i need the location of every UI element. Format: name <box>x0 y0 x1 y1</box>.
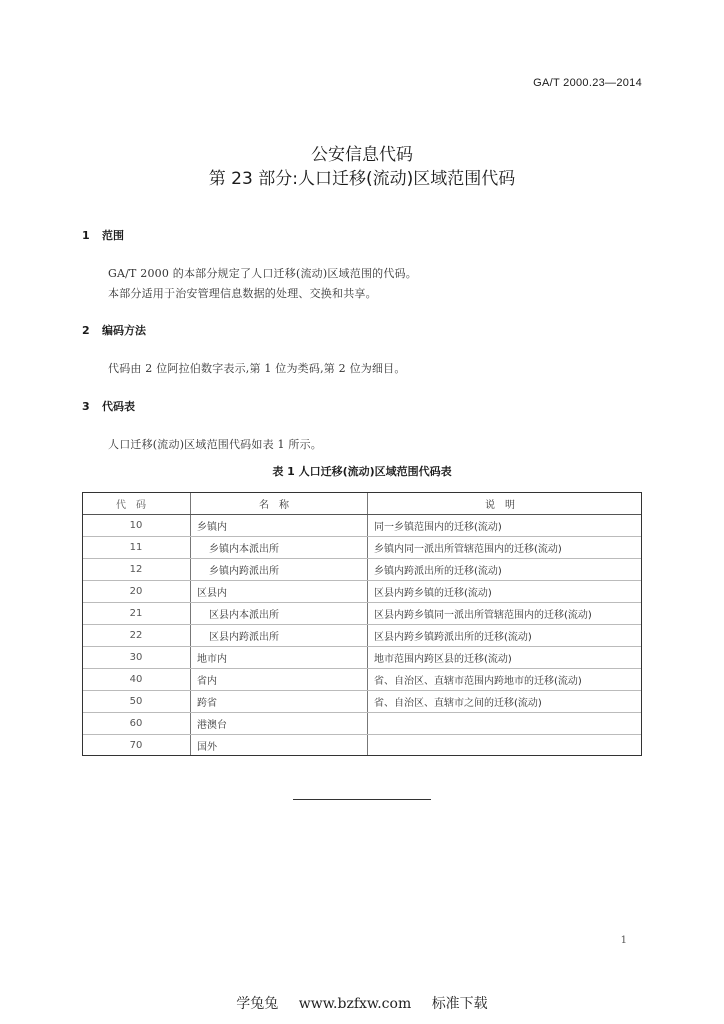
table-row <box>82 603 642 625</box>
cell-code: 22 <box>82 625 191 647</box>
cell-description <box>368 735 643 757</box>
paragraph: 人口迁移(流动)区域范围代码如表 1 所示。 <box>108 438 322 451</box>
cell-description: 乡镇内跨派出所的迁移(流动) <box>368 559 643 581</box>
section-number: 2 <box>82 324 90 337</box>
cell-code: 11 <box>82 537 191 559</box>
cell-code: 50 <box>82 691 191 713</box>
cell-code: 21 <box>82 603 191 625</box>
cell-code: 20 <box>82 581 191 603</box>
table-row <box>82 669 642 691</box>
cell-name: 跨省 <box>191 691 368 713</box>
cell-name: 区县内本派出所 <box>191 603 368 625</box>
cell-code: 10 <box>82 515 191 537</box>
table-row <box>82 625 642 647</box>
cell-code: 30 <box>82 647 191 669</box>
cell-description: 乡镇内同一派出所管辖范围内的迁移(流动) <box>368 537 643 559</box>
document-subtitle: 第 23 部分:人口迁移(流动)区域范围代码 <box>208 169 516 189</box>
section-title: 范围 <box>102 229 124 242</box>
paragraph: 代码由 2 位阿拉伯数字表示,第 1 位为类码,第 2 位为细目。 <box>108 362 406 375</box>
cell-description: 省、自治区、直辖市之间的迁移(流动) <box>368 691 643 713</box>
header-description: 说明 <box>368 492 643 515</box>
code-table <box>82 492 642 756</box>
section-number: 1 <box>82 229 90 242</box>
footer-site-name: 学兔兔 <box>236 996 279 1012</box>
footer-watermark <box>0 993 724 1013</box>
page-number: 1 <box>620 935 627 946</box>
document-title: 公安信息代码 <box>311 145 413 165</box>
cell-code: 60 <box>82 713 191 735</box>
section-heading-scope <box>82 227 124 243</box>
section-heading-encoding <box>82 322 146 338</box>
cell-description <box>368 713 643 735</box>
table-row <box>82 647 642 669</box>
section-title: 代码表 <box>102 400 135 413</box>
cell-code: 12 <box>82 559 191 581</box>
cell-name: 乡镇内跨派出所 <box>191 559 368 581</box>
cell-name: 省内 <box>191 669 368 691</box>
table-row <box>82 515 642 537</box>
cell-description: 省、自治区、直辖市范围内跨地市的迁移(流动) <box>368 669 643 691</box>
header-name: 名称 <box>191 492 368 515</box>
cell-name: 港澳台 <box>191 713 368 735</box>
table-row <box>82 713 642 735</box>
paragraph: 本部分适用于治安管理信息数据的处理、交换和共享。 <box>108 287 377 300</box>
cell-name: 乡镇内本派出所 <box>191 537 368 559</box>
table-header-row <box>82 492 642 515</box>
cell-description: 区县内跨乡镇跨派出所的迁移(流动) <box>368 625 643 647</box>
cell-description: 区县内跨乡镇的迁移(流动) <box>368 581 643 603</box>
cell-name: 地市内 <box>191 647 368 669</box>
footer-slogan: 标准下载 <box>431 996 488 1012</box>
table-row <box>82 691 642 713</box>
cell-description: 区县内跨乡镇同一派出所管辖范围内的迁移(流动) <box>368 603 643 625</box>
table-row <box>82 559 642 581</box>
cell-name: 区县内跨派出所 <box>191 625 368 647</box>
table-row <box>82 735 642 757</box>
section-heading-code-table <box>82 398 135 414</box>
footer-url[interactable]: www.bzfxw.com <box>298 996 412 1012</box>
cell-name: 国外 <box>191 735 368 757</box>
cell-name: 乡镇内 <box>191 515 368 537</box>
table-row <box>82 537 642 559</box>
table-caption: 表 1 人口迁移(流动)区域范围代码表 <box>272 465 452 478</box>
end-rule <box>293 799 431 800</box>
cell-description: 同一乡镇范围内的迁移(流动) <box>368 515 643 537</box>
table-row <box>82 581 642 603</box>
section-number: 3 <box>82 400 90 413</box>
cell-code: 40 <box>82 669 191 691</box>
header-code: 代码 <box>82 492 191 515</box>
section-title: 编码方法 <box>102 324 146 337</box>
cell-code: 70 <box>82 735 191 757</box>
cell-name: 区县内 <box>191 581 368 603</box>
paragraph: GA/T 2000 的本部分规定了人口迁移(流动)区域范围的代码。 <box>108 267 417 280</box>
cell-description: 地市范围内跨区县的迁移(流动) <box>368 647 643 669</box>
standard-code: GA/T 2000.23—2014 <box>533 77 642 89</box>
